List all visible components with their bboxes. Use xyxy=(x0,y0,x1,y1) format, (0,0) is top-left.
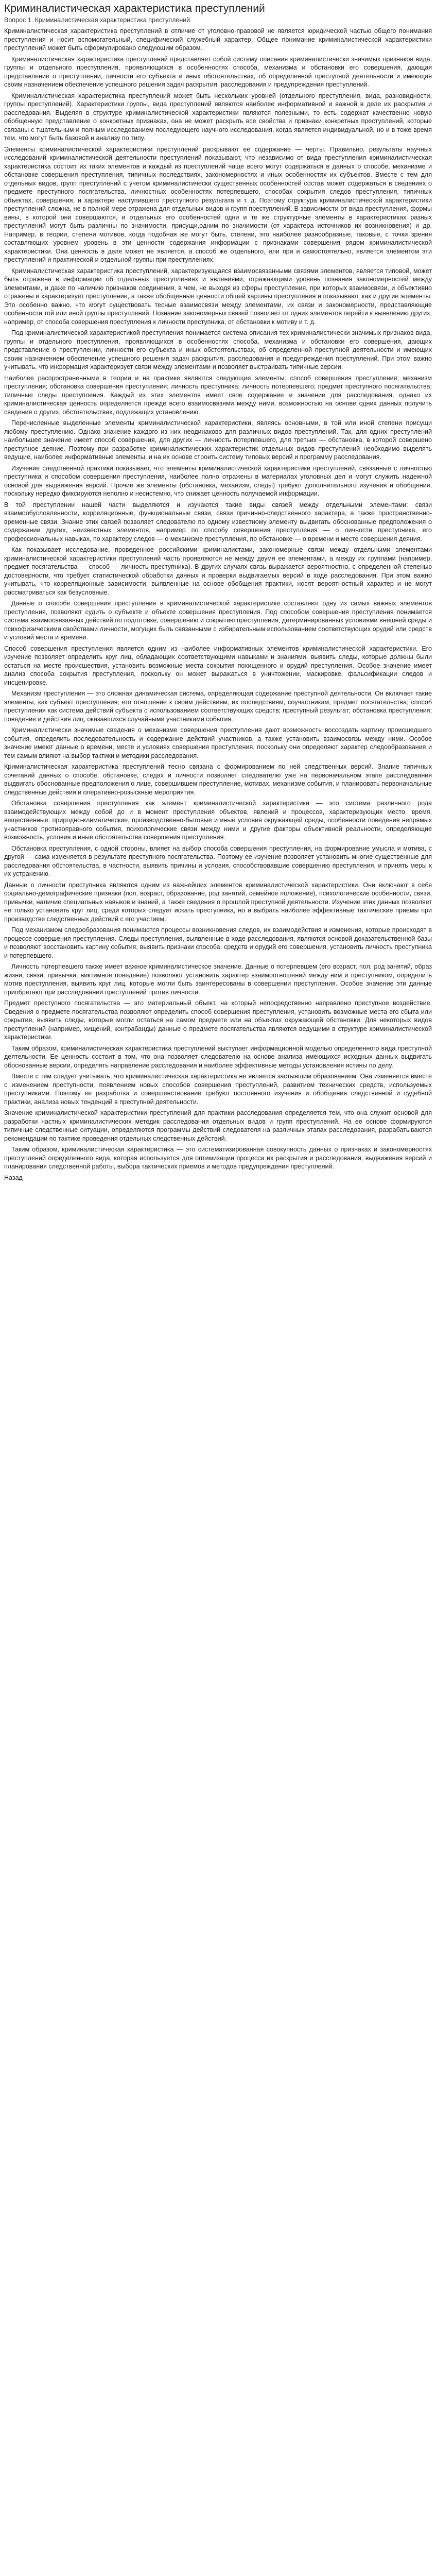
paragraph: Криминалистическая характеристика преступлений, характеризующаяся взаимосвязанными связями элементов, является типовой, может быть отражена в информации об отдельных преступлениях и явлениями, отражающими уровень познания закономерностей между элементами, и даже по наличию признаков соединения, в чем, не выходя из сферы преступления, при которых взаимосвязи, и объективно отражены и характеризует преступление, а также обобщенные ценности общей картины преступления и показывают, как и другие элементы. Это особенно важно, что могут существовать тесные взаимосвязи между элементами, их связи и закономерности, представляющие особенности той или иной группы преступлений. Познание закономерных связей позволяет от одних элементов перейти к выявлению других, например, от способа совершения преступления к личности преступника, от обстановки к мотиву и т. д. xyxy=(4,267,432,326)
paragraph: Наиболее распространенными в теории и на практике являются следующие элементы: способ совершения преступления; механизм преступления; обстановка совершения преступления; личность преступника; личность потерпевшего; предмет преступного посягательства; типичные следы преступления. Каждый из этих элементов имеет свое содержание и значение для расследования, однако их криминалистическая ценность определяется прежде всего взаимосвязями между ними, возможностью на основе одних данных получить сведения о других, обстоятельствах, подлежащих установлению. xyxy=(4,374,432,416)
paragraph: Перечисленные выделенные элементы криминалистической характеристики, являясь основными, в той или иной степени присущи любому преступлению. Однако значение каждого из них неодинаково для различных видов преступлений. Так, для одних преступлений наибольшее значение имеет способ совершения, для других — личность потерпевшего, для третьих — обстановка, в которой совершено преступное деяние. Поэтому при разработке криминалистических характеристик отдельных видов преступлений необходимо выделять ведущие, наиболее информативные элементы, и на их основе строить систему типовых версий и программу расследования. xyxy=(4,419,432,461)
paragraph: Элементы криминалистической характеристики преступлений раскрывают ее содержание — черты. Правильно, результаты научных исследований криминалистической деятельности преступлений показывают, что независимо от вида преступления криминалистическая характеристика состоит из таких элементов и каждый из преступлений чаще всего могут содержаться в данных о способе, механизме и обстановке совершения преступления, типичных последствиях, закономерностях и иных особенностях их субъектов. Вместе с тем для отдельных видов, групп преступлений с учетом криминалистически существенных особенностей состав может содержаться в сведениях о предмете преступного посягательства, личностных особенностях потерпевшего, способах сокрытия следов преступления, типичных объектах, совершения, и характере наступившего преступного результата и т. д. Поэтому структура криминалистической характеристики преступлений сложна, не в полной мере отражена для отдельных видов и групп преступлений. В зависимости от вида преступления, формы вины, в которой они совершаются, и отдельных его особенностей одни и те же структурные элементы в характеристиках разных преступлений могут быть различны по значимости, присущи,одним по значимости (от характера источников их возникновения) и др. Например, в теории, степени мотивов, когда подобная же могут быть, степени, это наиболее разнообразные, таковые, с точки зрения составляющих уровнем уровень в эти ценности содержания информации с признаками совершения рядом криминалистической характеристики. Она ценность в деле может не является, а способ же отдельного, или при и самостоятельно, является элементом эти преступлений и практической и отдельной группы при преступлениях. xyxy=(4,145,432,264)
paragraph: Механизм преступления — это сложная динамическая система, определяющая содержание преступной деятельности. Он включает такие элементы, как субъект преступления; его отношение к своим действиям, их последствиям, соучастникам; предмет посягательства; способ преступления как система действий субъекта с использованием соответствующих средств; преступный результат; обстановка преступления; поведение и действия лиц, оказавшихся случайными участниками события. xyxy=(4,690,432,723)
back-link[interactable]: Назад xyxy=(4,1174,23,1181)
paragraph: Криминалистическая характеристика преступлений может быть нескольких уровней (отдельного преступления, вида, разновидности, группы преступлений). Характеристики группы, вида преступлений являются наиболее информативной и важной в деле их раскрытия и расследования. Выделяя в структуре криминалистической характеристики являются полезными, то есть содержат качественно новую обобщенную представление о конкретных признаках, она не может раскрыть все свойства и признаки конкретных преступлений, которые связаны с тщательным и полным исследованием последующего научного исследования, когда является индивидуальной, но и в тоже время тем, что могут быть базовой и анализу по типу. xyxy=(4,92,432,142)
paragraph: Как показывает исследование, проведенное российскими криминалистами, закономерные связи между отдельными элементами криминалистической характеристики преступлений часть проявляются не между двумя ее элементами, а между их группами (например, предмет посягательства — способ — личность преступника). В других случаях связь выражается вероятностно, с определенной степенью достоверности, что требует статистической обработки данных и проверки выдвигаемых версий в ходе расследования. При этом важно учитывать, что корреляционные зависимости, выявленные на основе обобщения практики, носят вероятностный характер и не могут рассматриваться как безусловные. xyxy=(4,546,432,596)
paragraph: Личность потерпевшего также имеет важное криминалистическое значение. Данные о потерпевшем (его возраст, пол, род занятий, образ жизни, связи, привычки, виктимное поведение) позволяют установить характер взаимоотношений между ним и преступником, определить мотив преступления, выявить круг лиц, которые могли быть заинтересованы в совершении преступления. Особое значение эти данные приобретают при расследовании преступлений против личности. xyxy=(4,963,432,996)
document-page xyxy=(0,0,436,1188)
paragraph: Данные о способе совершения преступления в криминалистической характеристике составляют одну из самых важных элементов преступления, позволяют судить о субъекте и объекте совершения преступления. Под способом совершения преступления понимается система взаимосвязанных действий по подготовке, совершению и сокрытию преступления, детерминированных условиями внешней среды и психофизическими свойствами личности, могущих быть связанными с избирательным использованием соответствующих орудий или средств и условий места и времени. xyxy=(4,600,432,641)
paragraph: Вместе с тем следует учитывать, что криминалистическая характеристика не является застывшим образованием. Она изменяется вместе с изменением преступности, появлением новых способов совершения преступлений, развитием технических средств, используемых преступниками. Поэтому ее разработка и совершенствование требуют постоянного изучения и обобщения следственной и судебной практики, анализа новых тенденций в преступной деятельности. xyxy=(4,1073,432,1106)
page-title: Криминалистическая характеристика преступлений xyxy=(4,3,265,14)
paragraph: В той преступлении нашей части выделяются и изучаются такие виды связей между отдельными элементами: связи взаимообусловленности, корреляционные, функциональные связи, связи причинно-следственного характера, а также пространственно-временные связи. Знание этих связей позволяет следователю по одному известному элементу выдвигать обоснованные предположения о содержании других, неизвестных элементов, например по способу совершения преступления — о личности преступника, его профессиональных навыках, по характеру следов — о механизме преступления, по обстановке — о времени и месте совершения деяния. xyxy=(4,501,432,543)
paragraph: Предмет преступного посягательства — это материальный объект, на который непосредственно направлено преступное воздействие. Сведения о предмете посягательства позволяют определить способ совершения преступления, установить возможные места его сбыта или сокрытия, выявить следы, которые могли остаться на самом предмете или на объектах окружающей обстановки. Для некоторых видов преступлений (например, хищений, контрабанды) данные о предмете посягательства являются ведущими в структуре криминалистической характеристики. xyxy=(4,999,432,1041)
paragraph: Под механизмом следообразования понимаются процессы возникновения следов, их взаимодействия и изменения, которые происходят в процессе совершения преступления. Следы преступления, выявленные в ходе расследования, являются основой доказательственной базы и позволяют восстановить картину события, выявить признаки способа, средств и орудий его совершения, установить личность преступника и потерпевшего. xyxy=(4,926,432,959)
paragraph: Под криминалистической характеристикой преступления понимается система описания тех криминалистически значимых признаков вида, группы и отдельного преступления, проявляющихся в особенностях способа, механизма и обстановки его совершения, дающих представление о преступлении, личности его субъекта и иных обстоятельствах, об определенной преступной деятельности и имеющих своим назначением обеспечение успешного решения задач раскрытия, расследования и предупреждения преступлений. При этом важно учитывать, что информация характеризует связи между элементами и позволяет выстраивать типичные версии. xyxy=(4,329,432,371)
paragraph: Значение криминалистической характеристики преступлений для практики расследования определяется тем, что она служит основой для разработки частных криминалистических методик расследования отдельных видов и групп преступлений. На ее основе формируются типичные следственные ситуации, определяются программы действий следователя на различных этапах расследования, разрабатываются рекомендации по тактике проведения отдельных следственных действий. xyxy=(4,1109,432,1142)
paragraph: Способ совершения преступления является одним из наиболее информативных элементов криминалистической характеристики. Его изучение позволяет определить круг лиц, обладающих соответствующими навыками и знаниями, выявить следы, которые должны были остаться на месте происшествия, установить возможные места сокрытия похищенного и орудий преступления. Особое значение имеет анализ способа сокрытия преступления, поскольку он может выражаться в уничтожении, маскировке, фальсификации следов и инсценировке. xyxy=(4,645,432,686)
paragraph: Таким образом, криминалистическая характеристика преступлений выступает информационной моделью определенного вида преступной деятельности. Ее ценность состоит в том, что она позволяет следователю на основе анализа имеющихся исходных данных выдвигать обоснованные версии, определять направление расследования и наиболее эффективные методы установления истины по делу. xyxy=(4,1044,432,1069)
paragraph: Обстановка преступления, с одной стороны, влияет на выбор способа совершения преступления, на формирование умысла и мотива, с другой — сама изменяется в результате преступного посягательства. Поэтому ее изучение позволяет установить многие существенные для расследования обстоятельства, в частности, выявить причины и условия, способствовавшие совершению преступления, и принять меры к их устранению. xyxy=(4,844,432,878)
question-heading: Вопрос 1. Криминалистическая характеристика преступлений xyxy=(4,16,190,24)
paragraph: Таким образом, криминалистическая характеристика — это систематизированная совокупность данных о признаках и закономерностях преступлений определенного вида, которая используется для оптимизации процесса их раскрытия и расследования, выдвижения версий и планирования следственной работы, выбора тактических приемов и методов предупреждения преступлений. xyxy=(4,1146,432,1171)
paragraph: Изучение следственной практики показывает, что элементы криминалистической характеристики преступлений, связанные с личностью преступника и способом совершения преступления, наиболее полно отражены в материалах уголовных дел и могут служить надежной основой для выдвижения версий. Прочие же элементы (обстановка, механизм, следы) требуют дополнительного изучения и обобщения, поскольку нередко фиксируются неполно и несистемно, что снижает ценность получаемой информации. xyxy=(4,464,432,498)
paragraph: Данные о личности преступника являются одним из важнейших элементов криминалистической характеристики. Они включают в себя социально-демографические признаки (пол, возраст, образование, род занятий, семейное положение), психологические особенности, связи, привычки, наличие специальных навыков и знаний, а также сведения о прошлой преступной деятельности. Изучение этих данных позволяет не только установить круг лиц, среди которых следует искать преступника, но и выбрать наиболее эффективные тактические приемы при производстве следственных действий с его участием. xyxy=(4,881,432,923)
paragraph: Обстановка совершения преступления как элемент криминалистической характеристики — это система различного рода взаимодействующих между собой до и в момент преступления объектов, явлений и процессов, характеризующих место, время, вещественные, природно-климатические, производственно-бытовые и иные условия окружающей среды, особенности поведения непрямых участников противоправного события, психологические связи между ними и другие факторы объективной реальности, определяющие возможность, условия и иные обстоятельства совершения преступления. xyxy=(4,800,432,841)
paragraph: Криминалистическая характеристика преступлений тесно связана с формированием по ней следственных версий. Знание типичных сочетаний данных о способе, обстановке, следах и личности позволяет следователю уже на первоначальном этапе расследования выдвигать обоснованные предположения о лице, совершившем преступление, мотивах, механизме события, и планировать первоначальные следственные действия и оперативно-розыскные мероприятия. xyxy=(4,763,432,796)
article-body xyxy=(4,27,432,1171)
paragraph: Криминалистическая характеристика преступлений представляет собой систему описания криминалистически значимых признаков вида, группы и отдельного преступления, проявляющихся в особенностях способа, механизма и обстановки его совершения, дающая представление о преступлении, личности его субъекта и иных обстоятельствах, об определенной преступной деятельности и имеющая своим назначением обеспечение успешного решения задач раскрытия, расследования и предупреждения преступлений. xyxy=(4,55,432,89)
paragraph: Криминалистическая характеристика преступлений в отличие от уголовно-правовой не является юридической частью общего понимания преступления и носит вспомогательный, специфический служебный характер. Общее понимание криминалистической характеристики преступлений может быть сформулировано следующим образом. xyxy=(4,27,432,52)
paragraph: Криминалистически значимые сведения о механизме совершения преступления дают возможность воссоздать картину происшедшего события, определить последовательность и содержание действий участников, а также установить взаимосвязь между ними. Особое значение имеют данные о времени, месте и условиях совершения преступления, поскольку они определяют характер следообразования и тем самым влияют на выбор тактики и методики расследования. xyxy=(4,726,432,759)
